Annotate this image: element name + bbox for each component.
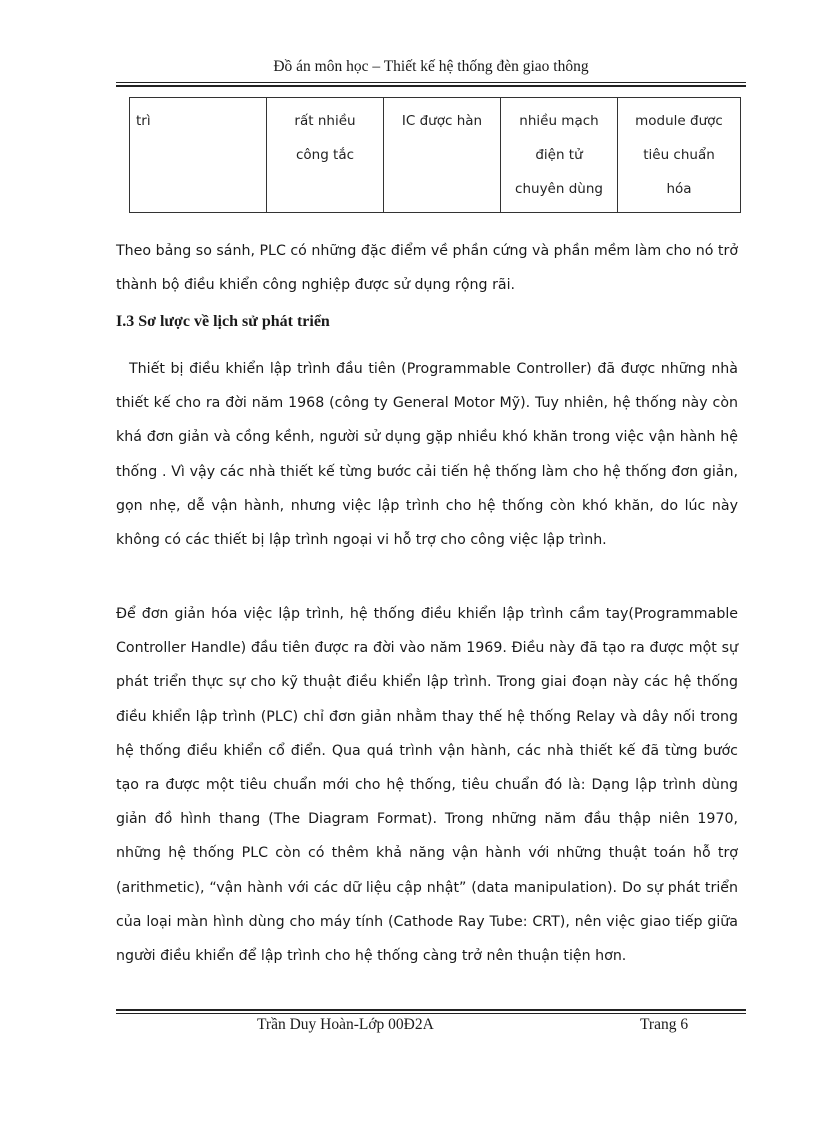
cell-line: chuyên dùng bbox=[515, 181, 603, 197]
cell-line: IC được hàn bbox=[401, 113, 483, 129]
table-cell bbox=[130, 98, 267, 213]
table-cell bbox=[501, 98, 618, 213]
table-row bbox=[130, 98, 741, 213]
paragraph-history-1: Thiết bị điều khiển lập trình đầu tiên (Programmable Controller) đã được những nhà thiết kế cho ra đời năm 1968 (công ty General Motor Mỹ). Tuy nhiên, hệ thống này còn khá đơn giản và cồng kềnh, người sử dụng gặp nhiều khó khăn trong việc vận hành hệ thống . Vì vậy các nhà thiết kế từng bước cải tiến hệ thống làm cho hệ thống đơn giản, gọn nhẹ, dễ vận hành, nhưng việc lập trình cho hệ thống còn khó khăn, do lúc này không có các thiết bị lập trình ngoại vi hỗ trợ cho công việc lập trình. bbox=[116, 361, 738, 549]
cell-line: điện tử bbox=[535, 147, 583, 163]
cell-line: tiêu chuẩn bbox=[643, 147, 715, 163]
header-rule-thick bbox=[116, 85, 746, 87]
table-cell bbox=[384, 98, 501, 213]
footer-rule-thin bbox=[116, 1013, 746, 1014]
cell-line: trì bbox=[136, 113, 151, 129]
cell-line: công tắc bbox=[295, 147, 355, 163]
paragraph-plc-summary: Theo bảng so sánh, PLC có những đặc điểm về phần cứng và phần mềm làm cho nó trở thành bộ điều khiển công nghiệp được sử dụng rộng rãi. bbox=[116, 243, 738, 294]
comparison-table bbox=[129, 97, 741, 213]
cell-line: nhiều mạch bbox=[519, 113, 599, 129]
cell-line: hóa bbox=[666, 181, 692, 197]
header-rule-thin bbox=[116, 82, 746, 83]
footer-rule-thick bbox=[116, 1009, 746, 1011]
footer-page-number: Trang 6 bbox=[640, 1016, 689, 1033]
table-cell bbox=[618, 98, 741, 213]
table-cell bbox=[267, 98, 384, 213]
footer-author: Trần Duy Hoàn-Lớp 00Đ2A bbox=[257, 1016, 434, 1033]
cell-line: rất nhiều bbox=[294, 113, 356, 129]
cell-line: module được bbox=[635, 113, 723, 129]
page-header-title: Đồ án môn học – Thiết kế hệ thống đèn giao thông bbox=[273, 58, 589, 75]
section-heading: I.3 Sơ lược về lịch sử phát triển bbox=[116, 313, 330, 330]
paragraph-history-2: Để đơn giản hóa việc lập trình, hệ thống điều khiển lập trình cầm tay(Programmable Controller Handle) đầu tiên được ra đời vào năm 1969. Điều này đã tạo ra được một sự phát triển thực sự cho kỹ thuật điều khiển lập trình. Trong giai đoạn này các hệ thống điều khiển lập trình (PLC) chỉ đơn giản nhằm thay thế hệ thống Relay và dây nối trong hệ thống điều khiển cổ điển. Qua quá trình vận hành, các nhà thiết kế đã từng bước tạo ra được một tiêu chuẩn mới cho hệ thống, tiêu chuẩn đó là: Dạng lập trình dùng giản đồ hình thang (The Diagram Format). Trong những năm đầu thập niên 1970, những hệ thống PLC còn có thêm khả năng vận hành với những thuật toán hỗ trợ (arithmetic), “vận hành với các dữ liệu cập nhật” (data manipulation). Do sự phát triển của loại màn hình dùng cho máy tính (Cathode Ray Tube: CRT), nên việc giao tiếp giữa người điều khiển để lập trình cho hệ thống càng trở nên thuận tiện hơn. bbox=[116, 606, 738, 965]
